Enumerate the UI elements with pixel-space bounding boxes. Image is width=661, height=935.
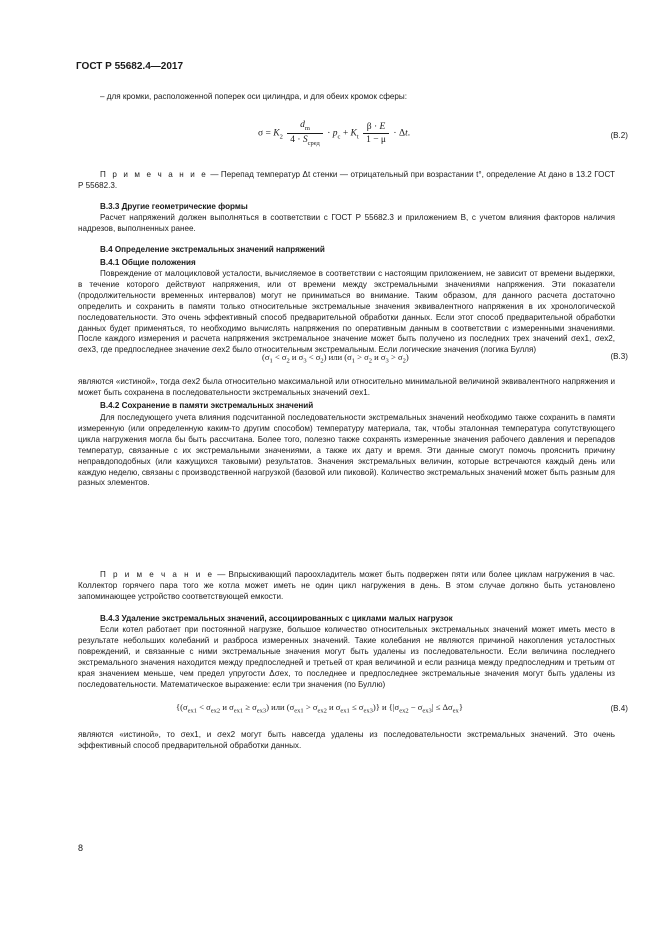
- section-b33-heading: B.3.3 Другие геометрические формы: [100, 202, 248, 211]
- formula-b2: $\sigma = K_2$ $\frac{d_m}{4 \cdot S_{сред}}$ · $p_c + K_t$ $\frac{\beta \cdot E}{1 - \mu}$ · Δt.: [258, 120, 411, 147]
- section-b43-heading: B.4.3 Удаление экстремальных значений, ассоциированных с циклами малых нагрузок: [100, 614, 453, 623]
- section-b43-text-continued: являются «истиной», то σex1, и σex2 могут быть навсегда удалены из последовательности экстремальных значений. Это очень эффективный способ предварительной обработки данных.: [78, 730, 615, 750]
- section-b41-text-continued: являются «истиной», тогда σex2 была относительно максимальной или относительно минимальной величиной эквивалентного напряжения и может быть сохранена в последовательности экстремальных значений σex1.: [78, 377, 615, 397]
- formula-b4: {($\sigma_{ex1} < \sigma_{ex2}$ и $\sigma_{ex1} \ge \sigma_{ex3}$) или ($\sigma_{ex1} > \sigma_{ex2}$ и $\sigma_{ex1} \le \sigma_{ex3}$)} и $\{|\sigma_{ex2} - \sigma_{ex3}| \le \Delta\sigma_{ex}\}$: [176, 702, 463, 715]
- section-b43-text: Если котел работает при постоянной нагрузке, большое количество относительных экстремальных значений может иметь место в результате небольших колебаний и разброса измеренных значений. Такие колебания не являются причиной накопления усталостных повреждений, и связанные с ними экстремальные значения могут быть удалены из последовательности. Если величина последнего экстремального значения находится между предпоследней и третьей от края величиной и если разница между предпоследним и третьим от края значением меньше, чем предел упругости Δσex, то последнее и предпоследнее экстремальные значения могут быть удалены из последовательности. Математическое выражение: если три значения (по Буллю): [78, 625, 615, 689]
- equation-number-b4: (B.4): [610, 704, 628, 713]
- section-b33-text: Расчет напряжений должен выполняться в соответствии с ГОСТ Р 55682.3 и приложением B, с учетом влияния факторов наличия надрезов, выполненных ранее.: [78, 213, 615, 233]
- page-number: 8: [78, 843, 84, 853]
- formula-b3: ($\sigma_1 < \sigma_2$ и $\sigma_3 < \sigma_2$) или ($\sigma_1 > \sigma_2$ и $\sigma_3 > \sigma_2$): [262, 352, 409, 365]
- intro-line: – для кромки, расположенной поперек оси цилиндра, и для обеих кромок сферы:: [100, 92, 407, 101]
- equation-number-b2: (B.2): [610, 131, 628, 140]
- note-1: П р и м е ч а н и е — Перепад температур Δt стенки — отрицательный при возрастании t°, определение At дано в 13.2 ГОСТ Р 55682.3.: [78, 170, 615, 190]
- section-b41-heading: B.4.1 Общие положения: [100, 258, 196, 267]
- section-b42-heading: B.4.2 Сохранение в памяти экстремальных значений: [100, 401, 314, 410]
- note-2: П р и м е ч а н и е — Впрыскивающий пароохладитель может быть подвержен пяти или более циклам нагружения в час. Коллектор горячего пара того же котла может иметь не один цикл нагружения в день. В этом случае должно быть установлено запоминающее устройство соответствующей емкости.: [78, 570, 615, 601]
- section-b4-heading: B.4 Определение экстремальных значений напряжений: [100, 245, 325, 254]
- document-header: ГОСТ Р 55682.4—2017: [76, 61, 184, 72]
- section-b41-text: Повреждение от малоцикловой усталости, вычисляемое в соответствии с настоящим приложением, не зависит от времени выдержки, в течение которого действуют напряжения, или от времени между экстремальными значениями напряжения. Эти показатели (продолжительности временных интервалов) могут не приниматься во внимание. Таким образом, для данного расчета достаточно определить и сохранить в памяти только относительные экстремальные значения эквивалентного напряжения в их хронологической последовательности. Это очень эффективный способ предварительной обработки данных. Если этот способ предварительной обработки данных будет применяться, то необходимо вычислять напряжения по оперативным данным в соответствии с измеренными значениями. После каждого измерения и расчета напряжения экстремальное значение может быть получено из последних трех значений σex1, σex2, σex3, где предпоследнее значение σex2 было относительным экстремальным. Если логические значения (логика Булля): [78, 269, 615, 355]
- equation-number-b3: (B.3): [610, 352, 628, 361]
- section-b42-text: Для последующего учета влияния подсчитанной последовательности экстремальных значений необходимо также сохранить в памяти измеренную (или определенную каким-то другим способом) температуру материала, так, чтобы эталонная температура сопутствующего цикла нагружения могла бы быть рассчитана. Более того, полезно также сохранять измеренные значения рабочего давления и перепадов температур, связанные с их экстремальными значениями, а также их дату и время. Эти данные смогут помочь прояснить причину неправдоподобных (или кажущихся таковыми) результатов. Значения экстремальных величин, которые встречаются каждый день или каждую неделю, связаны с производственной нагрузкой (базовой или пиковой). Количество экстремальных значений может быть разным для разных элементов.: [78, 413, 615, 488]
